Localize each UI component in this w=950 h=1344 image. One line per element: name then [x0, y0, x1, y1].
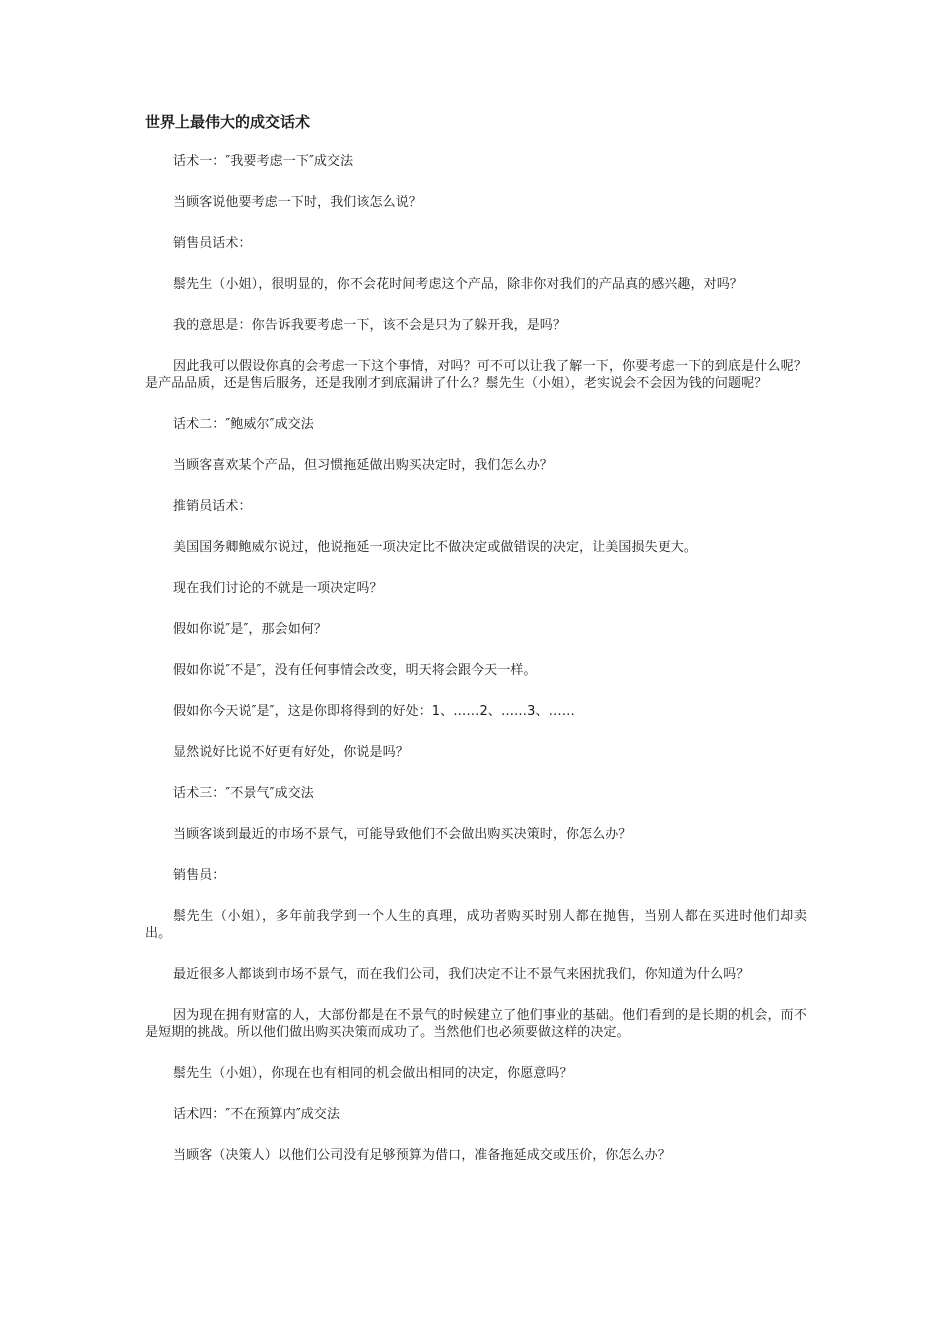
paragraph: 假如你今天说″是″，这是你即将得到的好处：1、……2、……3、……	[173, 704, 575, 719]
paragraph: 当顾客说他要考虑一下时，我们该怎么说？	[173, 195, 422, 210]
paragraph: 销售员话术：	[173, 236, 252, 251]
page-title: 世界上最伟大的成交话术	[145, 113, 311, 131]
paragraph-heading-1: 话术一：″我要考虑一下″成交法	[173, 154, 354, 169]
paragraph: 因为现在拥有财富的人，大部份都是在不景气的时候建立了他们事业的基础。他们看到的是长期的机会，而不是短期的挑战。所以他们做出购买决策而成功了。当然他们也必须要做这样的决定。	[145, 1008, 807, 1040]
paragraph: 因此我可以假设你真的会考虑一下这个事情，对吗？可不可以让我了解一下，你要考虑一下的到底是什么呢？是产品品质，还是售后服务，还是我刚才到底漏讲了什么？鬃先生（小姐），老实说会不会因为钱的问题呢？	[145, 359, 807, 391]
paragraph: 最近很多人都谈到市场不景气，而在我们公司，我们决定不让不景气来困扰我们，你知道为什么吗？	[173, 967, 750, 982]
paragraph: 我的意思是：你告诉我要考虑一下，该不会是只为了躲开我，是吗？	[173, 318, 567, 333]
paragraph: 鬃先生（小姐），很明显的，你不会花时间考虑这个产品，除非你对我们的产品真的感兴趣，对吗？	[173, 277, 743, 292]
paragraph: 假如你说″不是″，没有任何事情会改变，明天将会跟今天一样。	[173, 663, 537, 678]
paragraph: 推销员话术：	[173, 499, 252, 514]
paragraph: 显然说好比说不好更有好处，你说是吗？	[173, 745, 409, 760]
paragraph: 当顾客喜欢某个产品，但习惯拖延做出购买决定时，我们怎么办？	[173, 458, 553, 473]
paragraph-heading-3: 话术三：″不景气″成交法	[173, 786, 314, 801]
document-body	[145, 153, 807, 1164]
paragraph: 鬃先生（小姐），你现在也有相同的机会做出相同的决定，你愿意吗？	[173, 1066, 573, 1081]
paragraph: 现在我们讨论的不就是一项决定吗？	[173, 581, 383, 596]
paragraph-heading-2: 话术二：″鲍威尔″成交法	[173, 417, 314, 432]
paragraph: 美国国务卿鲍威尔说过，他说拖延一项决定比不做决定或做错误的决定，让美国损失更大。	[173, 540, 698, 555]
paragraph-heading-4: 话术四：″不在预算内″成交法	[173, 1107, 341, 1122]
paragraph: 当顾客谈到最近的市场不景气，可能导致他们不会做出购买决策时，你怎么办？	[173, 827, 632, 842]
paragraph: 当顾客（决策人）以他们公司没有足够预算为借口，准备拖延成交或压价，你怎么办？	[173, 1148, 671, 1163]
paragraph: 销售员：	[173, 868, 226, 883]
paragraph: 假如你说″是″，那会如何？	[173, 622, 328, 637]
document-page	[145, 112, 807, 1188]
paragraph: 鬃先生（小姐），多年前我学到一个人生的真理，成功者购买时别人都在抛售，当别人都在买进时他们却卖出。	[145, 909, 807, 941]
